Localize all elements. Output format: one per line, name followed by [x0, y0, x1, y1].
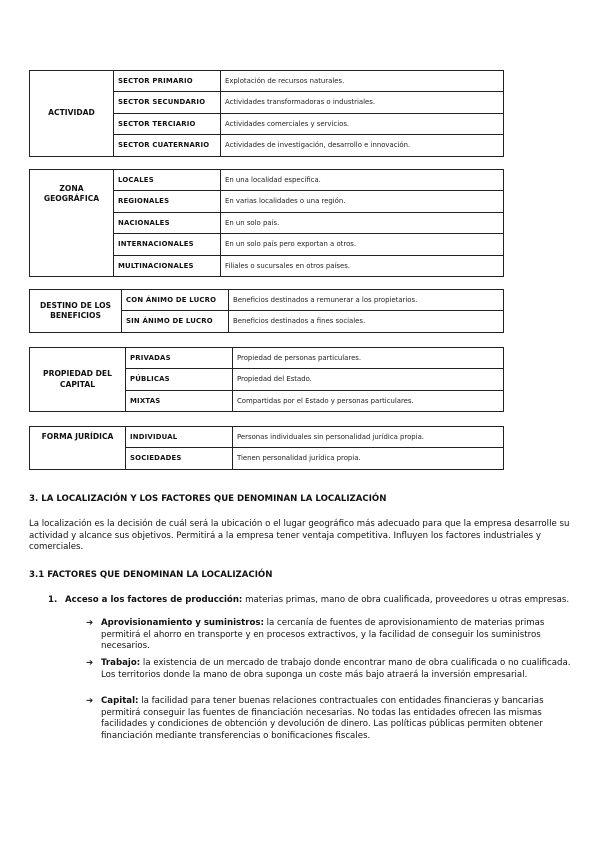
table-row: [30, 290, 504, 311]
category-label: SECTOR PRIMARIO: [114, 71, 221, 92]
row-header-actividad: ACTIVIDAD: [30, 71, 114, 157]
category-label: SIN ÁNIMO DE LUCRO: [122, 311, 229, 332]
table-row: [30, 427, 504, 448]
table-propiedad-capital: [29, 347, 504, 412]
category-label: REGIONALES: [114, 191, 221, 212]
category-label: LOCALES: [114, 170, 221, 191]
category-description: Propiedad de personas particulares.: [233, 348, 504, 369]
category-label: PÚBLICAS: [126, 369, 233, 390]
category-label: SECTOR SECUNDARIO: [114, 92, 221, 113]
category-description: Beneficios destinados a fines sociales.: [229, 311, 504, 332]
category-description: Propiedad del Estado.: [233, 369, 504, 390]
arrow-right-icon: ➔: [86, 658, 94, 668]
category-description: Beneficios destinados a remunerar a los propietarios.: [229, 290, 504, 311]
list-item-body: la cercanía de fuentes de aprovisionamiento de materias primas permitirá el ahorro en transporte y en procesos extractivos, y la facilidad de conseguir los suministros necesarios.: [101, 618, 545, 652]
row-header-zona: ZONA GEOGRÁFICA: [30, 170, 114, 277]
category-label: SECTOR TERCIARIO: [114, 113, 221, 134]
category-description: Personas individuales sin personalidad jurídica propia.: [233, 427, 504, 448]
table-zona-geografica: [29, 169, 504, 277]
category-description: En un solo país pero exportan a otros.: [221, 234, 504, 255]
list-item-body: materias primas, mano de obra cualificada, proveedores u otras empresas.: [242, 595, 570, 605]
category-label: MIXTAS: [126, 390, 233, 411]
list-item-text: [101, 658, 578, 681]
category-label: NACIONALES: [114, 212, 221, 233]
category-label: SOCIEDADES: [126, 448, 233, 469]
list-item-term: Capital:: [101, 696, 139, 706]
category-description: Explotación de recursos naturales.: [221, 71, 504, 92]
category-label: CON ÁNIMO DE LUCRO: [122, 290, 229, 311]
category-description: Actividades transformadoras o industriales.: [221, 92, 504, 113]
table-forma-juridica: [29, 426, 504, 470]
table-actividad: [29, 70, 504, 157]
table-destino-beneficios: [29, 289, 504, 333]
list-item-text: [101, 618, 578, 653]
category-description: Compartidas por el Estado y personas particulares.: [233, 390, 504, 411]
list-item-term: Trabajo:: [101, 658, 141, 668]
list-item: [48, 595, 578, 607]
row-header-destino: DESTINO DE LOS BENEFICIOS: [30, 290, 122, 333]
category-label: INDIVIDUAL: [126, 427, 233, 448]
row-header-propiedad: PROPIEDAD DEL CAPITAL: [30, 348, 126, 412]
arrow-right-icon: ➔: [86, 696, 94, 706]
list-item-term: Acceso a los factores de producción:: [65, 595, 243, 605]
list-item: [86, 618, 578, 653]
list-item-text: [65, 595, 578, 607]
table-row: [30, 348, 504, 369]
category-description: Filiales o sucursales en otros países.: [221, 255, 504, 276]
category-description: Tienen personalidad jurídica propia.: [233, 448, 504, 469]
category-description: En una localidad específica.: [221, 170, 504, 191]
arrow-right-icon: ➔: [86, 618, 94, 628]
category-description: Actividades comerciales y servicios.: [221, 113, 504, 134]
table-row: [30, 71, 504, 92]
list-item: [86, 658, 578, 681]
category-label: INTERNACIONALES: [114, 234, 221, 255]
row-header-forma: FORMA JURÍDICA: [30, 427, 126, 470]
category-label: SECTOR CUATERNARIO: [114, 135, 221, 156]
section-3-paragraph: La localización es la decisión de cuál será la ubicación o el lugar geográfico más adecuado para que la empresa desarrolle su actividad y alcance sus objetivos. Permitirá a la empresa tener ventaja competitiva. Influyen los factores industriales y comerciales.: [29, 519, 570, 553]
category-label: MULTINACIONALES: [114, 255, 221, 276]
section-3-title: 3. LA LOCALIZACIÓN Y LOS FACTORES QUE DENOMINAN LA LOCALIZACIÓN: [29, 494, 387, 504]
list-item: [86, 696, 578, 742]
category-label: PRIVADAS: [126, 348, 233, 369]
category-description: Actividades de investigación, desarrollo e innovación.: [221, 135, 504, 156]
table-row: [30, 170, 504, 191]
list-number: 1.: [48, 595, 58, 605]
category-description: En varias localidades o una región.: [221, 191, 504, 212]
list-item-body: la facilidad para tener buenas relaciones contractuales con entidades financieras y bancarias permitirá conseguir las fuentes de financiación necesarias. No todas las entidades ofrecen las mismas facilidades y condiciones de obtención y devolución de dinero. Las políticas públicas permiten obtener financiación mediante transferencias o bonificaciones fiscales.: [101, 696, 544, 741]
list-item-body: la existencia de un mercado de trabajo donde encontrar mano de obra cualificada o no cualificada. Los territorios donde la mano de obra suponga un coste más bajo atraerá la inversión empresarial.: [101, 658, 571, 680]
category-description: En un solo país.: [221, 212, 504, 233]
section-3-1-title: 3.1 FACTORES QUE DENOMINAN LA LOCALIZACIÓN: [29, 570, 273, 580]
list-item-text: [101, 696, 578, 742]
list-item-term: Aprovisionamiento y suministros:: [101, 618, 264, 628]
